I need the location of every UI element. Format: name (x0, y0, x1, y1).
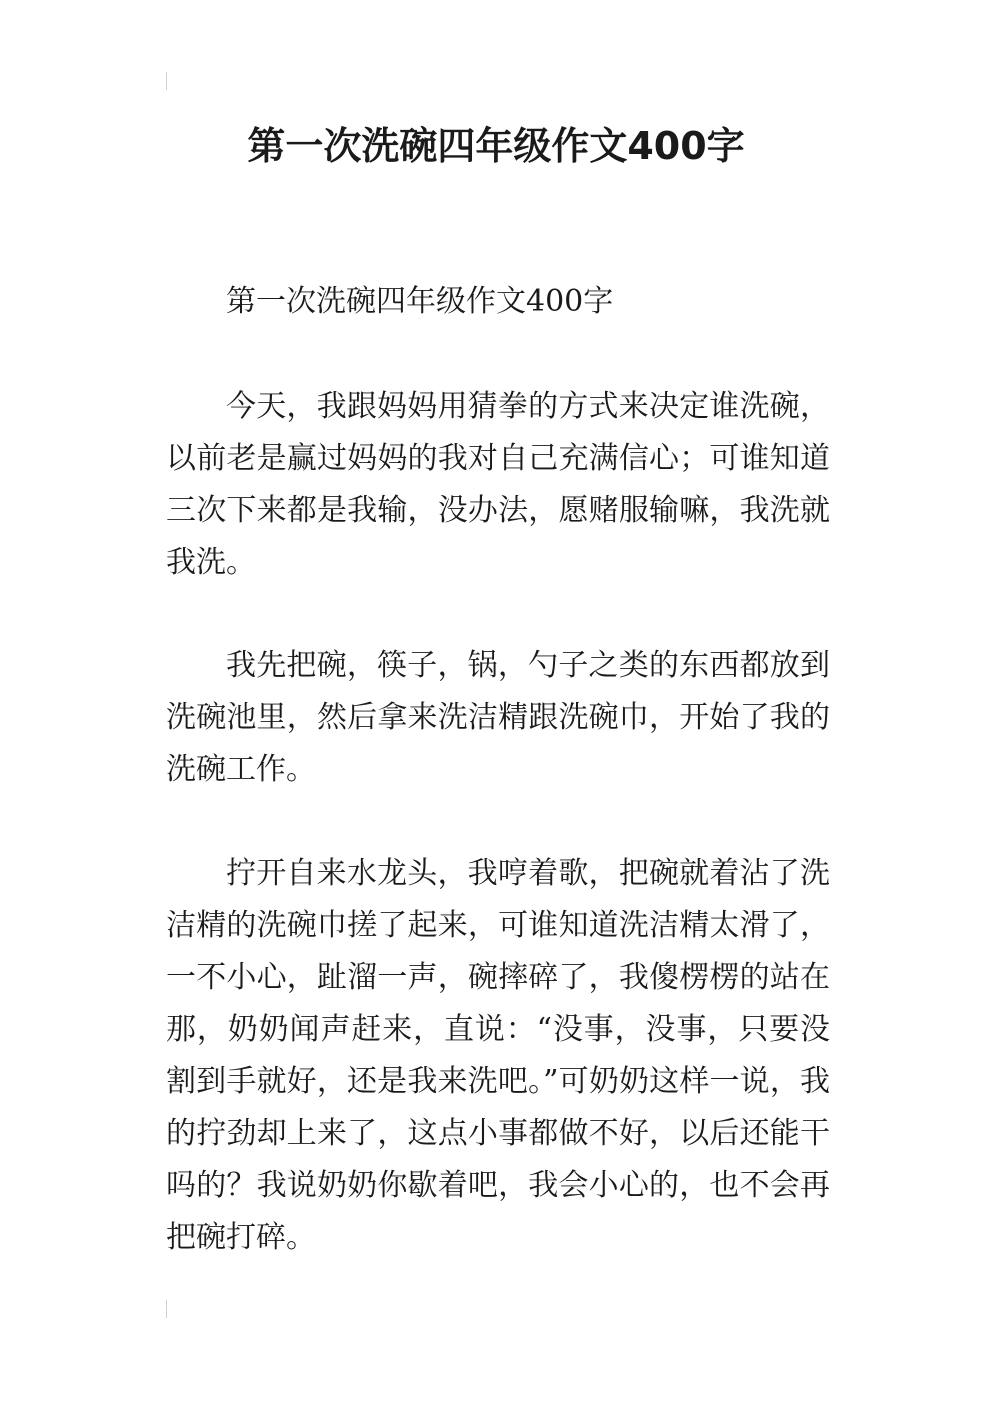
page-edge-mark-bottom (166, 1300, 167, 1318)
document-subtitle: 第一次洗碗四年级作文400字 (226, 284, 614, 319)
paragraph-3: 拧开自来水龙头，我哼着歌，把碗就着沾了洗洁精的洗碗巾搓了起来，可谁知道洗洁精太滑了，一不小心，趾溜一声，碗摔碎了，我傻楞楞的站在那，奶奶闻声赶来，直说：“没事，没事，只要没割到手就好，还是我来洗吧。”可奶奶这样一说，我的拧劲却上来了，这点小事都做不好，以后还能干吗的？我说奶奶你歇着吧，我会小心的，也不会再把碗打碎。 (166, 856, 830, 1255)
paragraph-1: 今天，我跟妈妈用猜拳的方式来决定谁洗碗，以前老是赢过妈妈的我对自己充满信心；可谁知道三次下来都是我输，没办法，愿赌服输嘛，我洗就我洗。 (166, 389, 830, 580)
page-edge-mark-top (166, 72, 167, 90)
paragraph-2: 我先把碗，筷子，锅，勺子之类的东西都放到洗碗池里，然后拿来洗洁精跟洗碗巾，开始了我的洗碗工作。 (166, 648, 830, 787)
document-title: 第一次洗碗四年级作文400字 (247, 124, 745, 168)
